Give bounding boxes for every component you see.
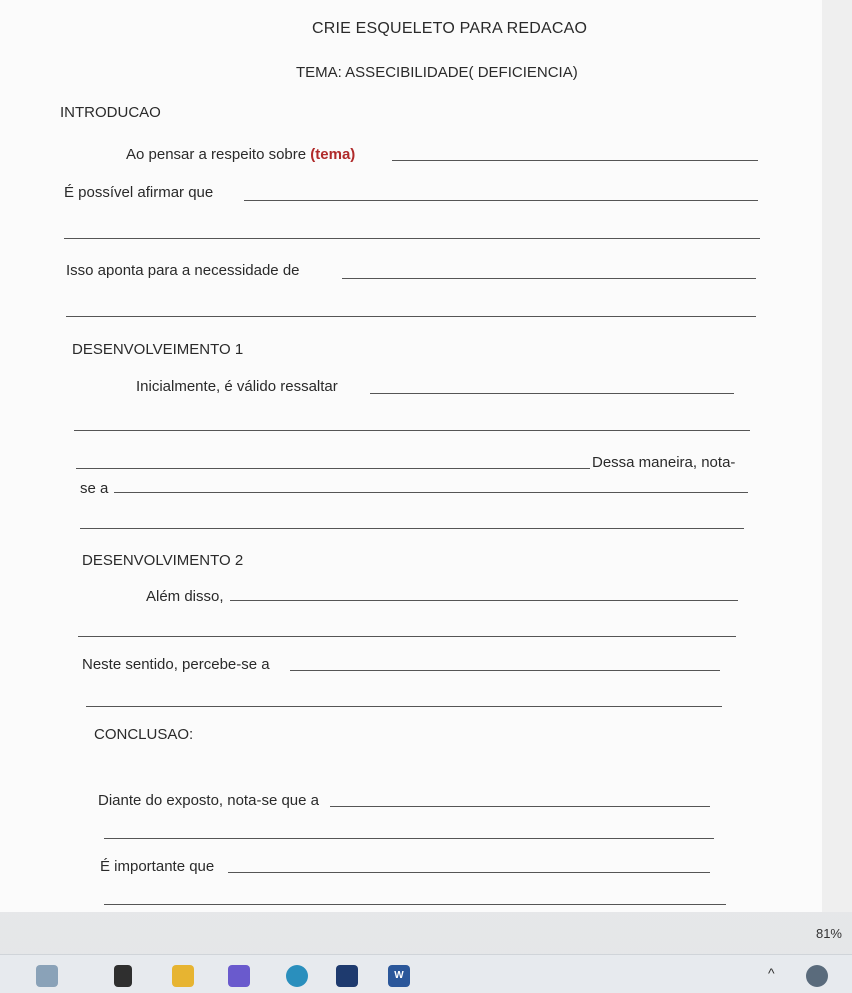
dev2-line-2: Neste sentido, percebe-se a xyxy=(82,656,270,673)
store-icon[interactable] xyxy=(336,965,358,987)
blank-line xyxy=(76,468,590,469)
intro-line-2: É possível afirmar que xyxy=(64,184,214,201)
intro-line-1 xyxy=(126,146,355,163)
blank-line xyxy=(66,316,756,317)
blank-line xyxy=(342,278,756,279)
widgets-icon[interactable] xyxy=(36,965,58,987)
blank-line xyxy=(78,636,736,637)
conclusion-line-1: Diante do exposto, nota-se que a xyxy=(98,792,319,809)
dev2-heading: DESENVOLVIMENTO 2 xyxy=(82,552,244,569)
blank-line xyxy=(370,393,734,394)
blank-line xyxy=(228,872,710,873)
folder-icon[interactable] xyxy=(172,965,194,987)
intro-heading: INTRODUCAO xyxy=(60,104,161,121)
document-theme: TEMA: ASSECIBILIDADE( DEFICIENCIA) xyxy=(296,64,578,81)
theme-placeholder: (tema) xyxy=(310,146,356,163)
conclusion-heading: CONCLUSAO: xyxy=(94,726,194,743)
blank-line xyxy=(86,706,722,707)
edge-icon[interactable] xyxy=(286,965,308,987)
taskbar xyxy=(0,954,852,993)
blank-line xyxy=(104,904,726,905)
blank-line xyxy=(330,806,710,807)
dev1-line-3: se a xyxy=(80,480,109,497)
dev1-heading: DESENVOLVEIMENTO 1 xyxy=(72,341,244,358)
blank-line xyxy=(290,670,720,671)
blank-line xyxy=(244,200,758,201)
blank-line xyxy=(80,528,744,529)
blank-line xyxy=(104,838,714,839)
word-icon-label: W xyxy=(394,970,404,981)
window-margin xyxy=(822,0,852,912)
onedrive-icon[interactable] xyxy=(806,965,828,987)
blank-line xyxy=(64,238,760,239)
blank-line xyxy=(230,600,738,601)
intro-line-1-text: Ao pensar a respeito sobre xyxy=(126,146,311,163)
chevron-up-icon[interactable]: ^ xyxy=(768,965,775,981)
conclusion-line-2: É importante que xyxy=(100,858,215,875)
word-icon[interactable] xyxy=(388,965,410,987)
dev1-line-1: Inicialmente, é válido ressaltar xyxy=(136,378,338,395)
zoom-level[interactable]: 81% xyxy=(815,926,842,941)
dev1-line-2: Dessa maneira, nota- xyxy=(592,454,736,471)
document-title: CRIE ESQUELETO PARA REDACAO xyxy=(312,20,588,37)
copilot-icon[interactable] xyxy=(228,965,250,987)
blank-line xyxy=(392,160,758,161)
search-icon[interactable] xyxy=(114,965,132,987)
blank-line xyxy=(114,492,748,493)
intro-line-3: Isso aponta para a necessidade de xyxy=(66,262,300,279)
blank-line xyxy=(74,430,750,431)
dev2-line-1: Além disso, xyxy=(146,588,224,605)
